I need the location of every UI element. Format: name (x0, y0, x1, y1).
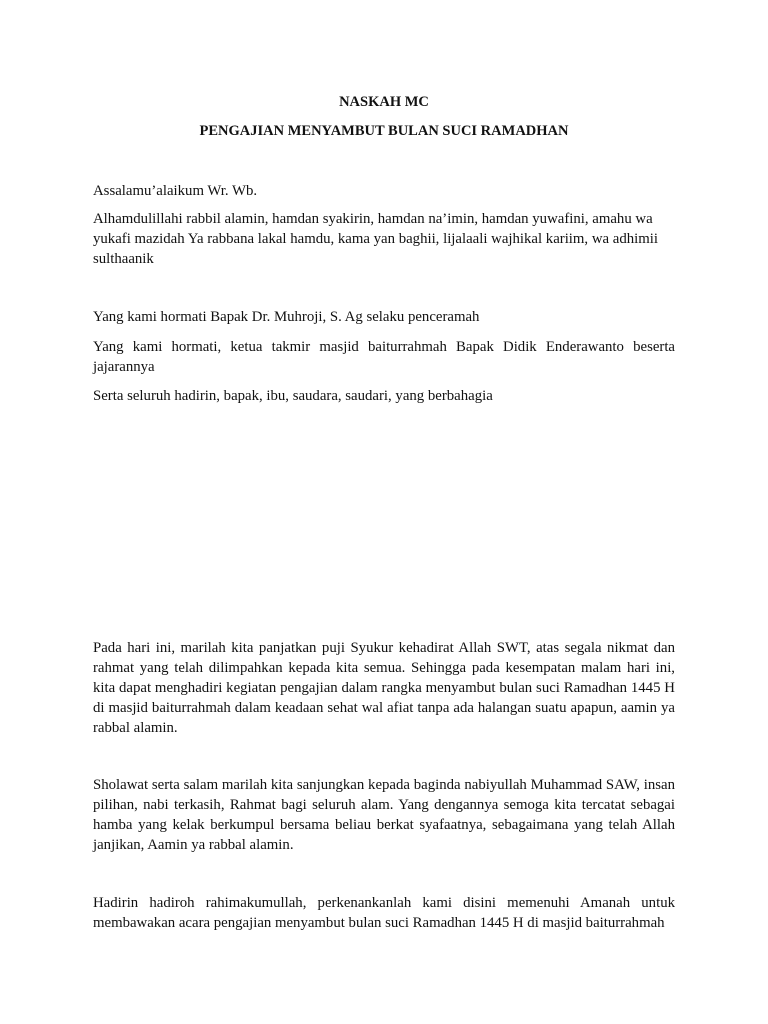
paragraph-acara: Hadirin hadiroh rahimakumullah, perkenankanlah kami disini memenuhi Amanah untuk membawakan acara pengajian menyambut bulan suci Ramadhan 1445 H di masjid baiturrahmah (93, 895, 675, 931)
paragraph-hamdalah: Alhamdulillahi rabbil alamin, hamdan syakirin, hamdan na’imin, hamdan yuwafini, amahu wa yukafi mazidah Ya rabbana lakal hamdu, kama yan baghii, lijalaali wajhikal kariim, wa adhimii sulthaanik (93, 211, 658, 267)
paragraph-sholawat: Sholawat serta salam marilah kita sanjungkan kepada baginda nabiyullah Muhammad SAW, insan pilihan, nabi terkasih, Rahmat bagi seluruh alam. Yang dengannya semoga kita tercatat sebagai hamba yang kelak berkumpul bersama beliau berkat syafaatnya, sebagaimana yang telah Allah janjikan, Aamin ya rabbal alamin. (93, 777, 675, 853)
paragraph-hormat-takmir: Yang kami hormati, ketua takmir masjid baiturrahmah Bapak Didik Enderawanto beserta jajarannya (93, 339, 675, 375)
paragraph-salam: Assalamu’alaikum Wr. Wb. (93, 183, 258, 199)
paragraph-syukur: Pada hari ini, marilah kita panjatkan puji Syukur kehadirat Allah SWT, atas segala nikmat dan rahmat yang telah dilimpahkan kepada kita semua. Sehingga pada kesempatan malam hari ini, kita dapat menghadiri kegiatan pengajian dalam rangka menyambut bulan suci Ramadhan 1445 H di masjid baiturrahmah dalam keadaan sehat wal afiat tanpa ada halangan suatu apapun, aamin ya rabbal alamin. (93, 640, 675, 736)
document-subtitle: PENGAJIAN MENYAMBUT BULAN SUCI RAMADHAN (199, 123, 569, 139)
paragraph-hadirin: Serta seluruh hadirin, bapak, ibu, saudara, saudari, yang berbahagia (93, 388, 493, 404)
paragraph-hormat-penceramah: Yang kami hormati Bapak Dr. Muhroji, S. Ag selaku penceramah (93, 309, 480, 325)
document-page (93, 0, 675, 1024)
document-title: NASKAH MC (339, 94, 429, 110)
